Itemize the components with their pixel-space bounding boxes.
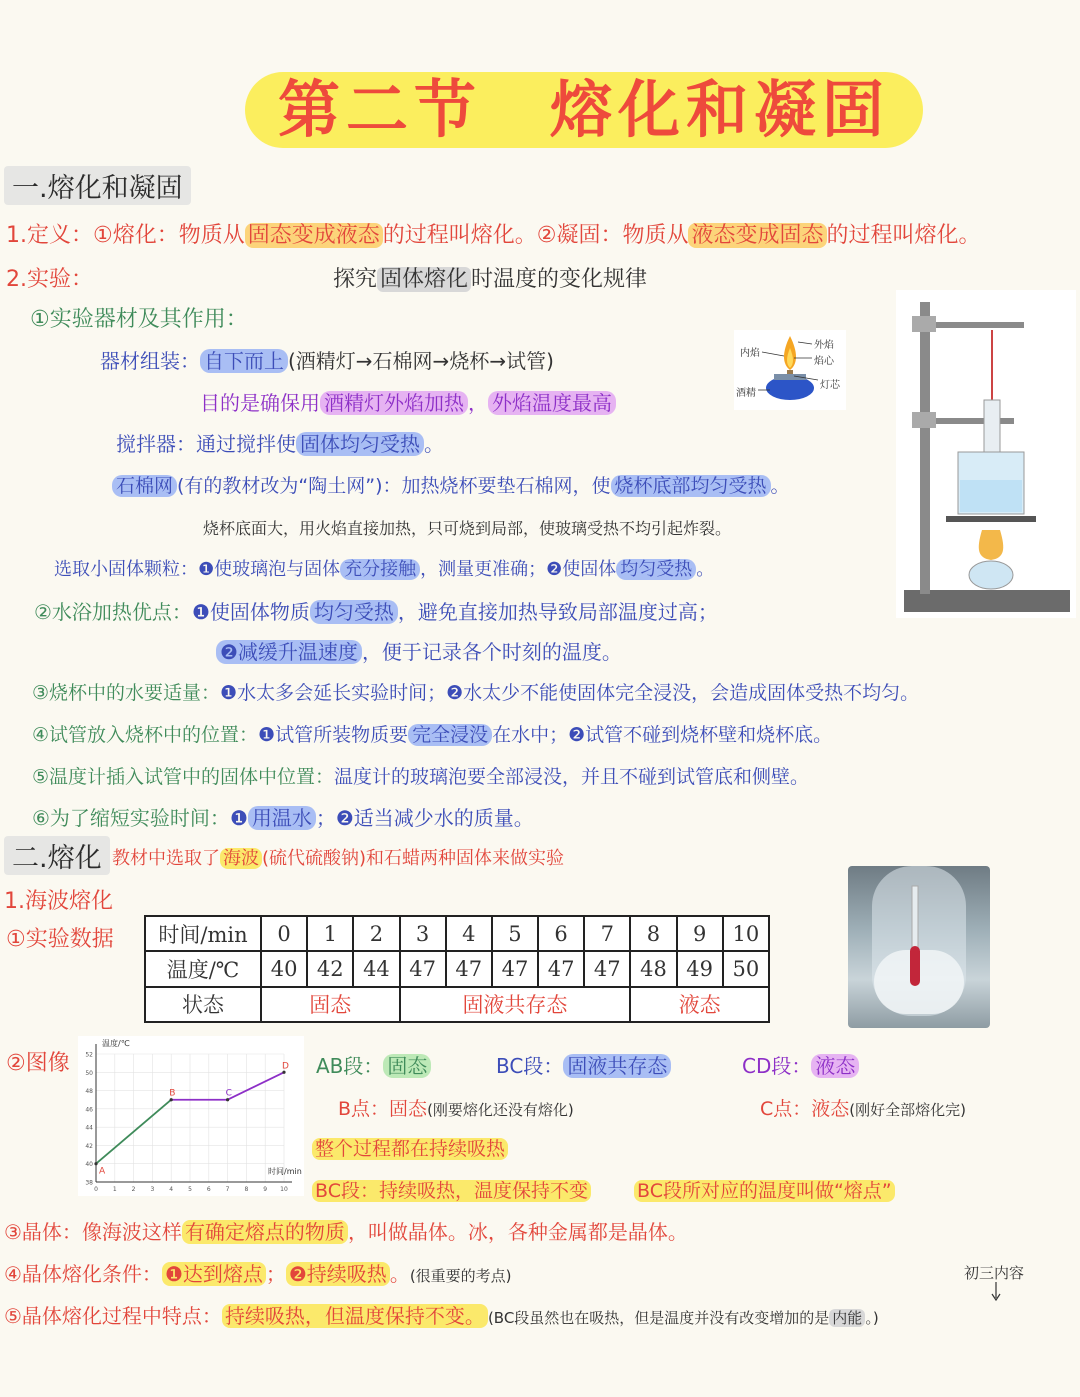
temp-cell: 47 xyxy=(538,951,584,986)
lamp-label-core: 焰心 xyxy=(814,356,834,367)
feature-line: ⑤晶体熔化过程中特点： 持续吸热，但温度保持不变。 (BC段虽然也在吸热，但是温度并没有改变增加的是 内能 。) xyxy=(4,1304,879,1328)
absorb-all-note: 整个过程都在持续吸热 xyxy=(312,1134,508,1161)
chart-ylabel: 温度/℃ xyxy=(102,1039,130,1048)
lamp-label-alcohol: 酒精 xyxy=(736,388,756,399)
section1-heading: 一.熔化和凝固 xyxy=(4,166,191,205)
temp-cell: 47 xyxy=(400,951,446,986)
point-label: A xyxy=(99,1166,106,1177)
x-tick-label: 4 xyxy=(169,1186,174,1193)
apparatus-illustration xyxy=(896,290,1076,618)
x-tick-label: 0 xyxy=(94,1186,98,1193)
time-cell: 5 xyxy=(492,916,538,951)
data-point xyxy=(94,1162,97,1165)
section2-heading: 二.熔化 xyxy=(4,836,110,875)
point-label: B xyxy=(169,1088,176,1099)
temp-cell: 44 xyxy=(353,951,399,986)
temp-header: 温度/℃ xyxy=(145,951,261,986)
y-tick-label: 38 xyxy=(85,1179,93,1187)
time-cell: 0 xyxy=(261,916,307,951)
equipment-label: ①实验器材及其作用： xyxy=(30,307,248,332)
state-liquid: 液态 xyxy=(630,987,769,1022)
state-row xyxy=(145,987,769,1022)
experiment-topic: 探究 固体熔化 时温度的变化规律 xyxy=(333,267,648,292)
b-point: B点：固态(刚要熔化还没有熔化) xyxy=(338,1098,574,1120)
time-cell: 9 xyxy=(677,916,723,951)
time-cell: 7 xyxy=(584,916,630,951)
waterbath-line: ②水浴加热优点：❶使固体物质 均匀受热 ，避免直接加热导致局部温度过高； xyxy=(34,600,718,624)
lamp-label-wick: 灯芯 xyxy=(820,380,840,391)
down-arrow-icon xyxy=(990,1282,1002,1306)
experiment-label: 2.实验： xyxy=(6,267,93,292)
chart-xlabel: 时间/min xyxy=(268,1167,302,1176)
junior3-note: 初三内容 xyxy=(964,1264,1025,1282)
series-segment xyxy=(225,1072,284,1099)
cd-segment: CD段： 液态 xyxy=(742,1050,859,1079)
y-tick-label: 46 xyxy=(85,1106,93,1114)
x-tick-label: 9 xyxy=(263,1186,268,1193)
time-cell: 8 xyxy=(630,916,676,951)
y-tick-label: 44 xyxy=(85,1124,93,1132)
bc-segment: BC段： 固液共存态 xyxy=(496,1050,671,1079)
x-tick-label: 8 xyxy=(244,1186,249,1193)
ab-segment: AB段： 固态 xyxy=(316,1050,431,1079)
temp-cell: 42 xyxy=(307,951,353,986)
temp-cell: 47 xyxy=(584,951,630,986)
page-title: 第二节 熔化和凝固 xyxy=(245,72,923,148)
time-header: 时间/min xyxy=(145,916,261,951)
condition-line: ④晶体熔化条件： ❶达到熔点 ； ❷持续吸热 。(很重要的考点) xyxy=(4,1262,512,1286)
temp-cell: 47 xyxy=(492,951,538,986)
x-tick-label: 3 xyxy=(150,1186,155,1193)
time-cell: 10 xyxy=(723,916,769,951)
x-tick-label: 6 xyxy=(206,1186,211,1193)
point-label: D xyxy=(282,1061,289,1072)
time-cell: 2 xyxy=(353,916,399,951)
y-tick-label: 42 xyxy=(85,1142,93,1150)
waterbath-line2: ❷减缓升温速度 ，便于记录各个时刻的温度。 xyxy=(216,636,622,665)
y-tick-label: 48 xyxy=(85,1088,93,1096)
section2-intro: 教材中选取了 海波 (硫代硫酸钠)和石蜡两种固体来做实验 xyxy=(112,848,565,869)
thermometer-line: ⑤温度计插入试管中的固体中位置：温度计的玻璃泡要全部浸没，并且不碰到试管底和侧壁。 xyxy=(32,766,810,788)
temp-row xyxy=(145,951,769,986)
x-tick-label: 2 xyxy=(131,1186,136,1193)
y-tick-label: 40 xyxy=(85,1161,93,1169)
x-tick-label: 7 xyxy=(225,1186,230,1193)
shorten-line: ⑥为了缩短实验时间：❶ 用温水 ；❷适当减少水的质量。 xyxy=(32,806,534,830)
temp-cell: 40 xyxy=(261,951,307,986)
experiment-data-table xyxy=(144,915,770,1023)
c-point: C点：液态(刚好全部熔化完) xyxy=(760,1098,967,1120)
lamp-label-inner: 内焰 xyxy=(740,348,760,359)
gauze-note: 烧杯底面大，用火焰直接加热，只可烧到局部，使玻璃受热不均引起炸裂。 xyxy=(203,519,732,538)
time-row xyxy=(145,916,769,951)
x-tick-label: 1 xyxy=(112,1186,117,1193)
state-header: 状态 xyxy=(145,987,261,1022)
y-tick-label: 50 xyxy=(85,1069,93,1077)
test-tube-photo xyxy=(848,866,990,1028)
alcohol-lamp-diagram xyxy=(734,330,846,410)
graph-label: ②图像 xyxy=(6,1051,70,1076)
x-tick-label: 10 xyxy=(280,1186,288,1193)
subsection-hypo: 1.海波熔化 xyxy=(4,889,113,914)
time-cell: 3 xyxy=(400,916,446,951)
temp-cell: 49 xyxy=(677,951,723,986)
stirrer-line: 搅拌器：通过搅拌使 固体均匀受热 。 xyxy=(116,432,444,456)
water-line: ③烧杯中的水要适量：❶水太多会延长实验时间；❷水太少不能使固体完全浸没，会造成固体受热不均匀。 xyxy=(32,682,920,704)
gauze-line: 石棉网 (有的教材改为“陶土网”)：加热烧杯要垫石棉网，使 烧杯底部均匀受热 。 xyxy=(112,471,790,498)
point-label: C xyxy=(225,1088,232,1099)
bc-note: BC段：持续吸热，温度保持不变 xyxy=(312,1176,591,1203)
crystal-line: ③晶体：像海波这样 有确定熔点的物质 ，叫做晶体。冰，各种金属都是晶体。 xyxy=(4,1220,688,1244)
x-tick-label: 5 xyxy=(188,1186,192,1193)
temp-cell: 50 xyxy=(723,951,769,986)
time-cell: 6 xyxy=(538,916,584,951)
chart-box xyxy=(78,1036,304,1196)
purpose-line: 目的是确保用 酒精灯外焰加热 ， 外焰温度最高 xyxy=(200,387,616,416)
temp-cell: 47 xyxy=(446,951,492,986)
state-solid: 固态 xyxy=(261,987,400,1022)
melting-point-note: BC段所对应的温度叫做“熔点” xyxy=(634,1176,895,1203)
tube-line: ④试管放入烧杯中的位置：❶试管所装物质要 完全浸没 在水中；❷试管不碰到烧杯壁和烧杯底。 xyxy=(32,724,833,746)
particles-line: 选取小固体颗粒：❶使玻璃泡与固体 充分接触 ，测量更准确；❷使固体 均匀受热 。 xyxy=(54,559,715,580)
state-mixed: 固液共存态 xyxy=(400,987,631,1022)
y-tick-label: 52 xyxy=(85,1051,93,1059)
assembly-line: 器材组装： 自下而上 (酒精灯→石棉网→烧杯→试管) xyxy=(100,349,554,373)
definition-line: 1.定义：①熔化：物质从 固态变成液态 的过程叫熔化。②凝固：物质从 液态变成固态 的过程叫熔化。 xyxy=(6,223,981,248)
time-cell: 1 xyxy=(307,916,353,951)
data-label: ①实验数据 xyxy=(6,927,114,952)
temp-cell: 48 xyxy=(630,951,676,986)
lamp-label-outer: 外焰 xyxy=(814,340,834,351)
time-cell: 4 xyxy=(446,916,492,951)
